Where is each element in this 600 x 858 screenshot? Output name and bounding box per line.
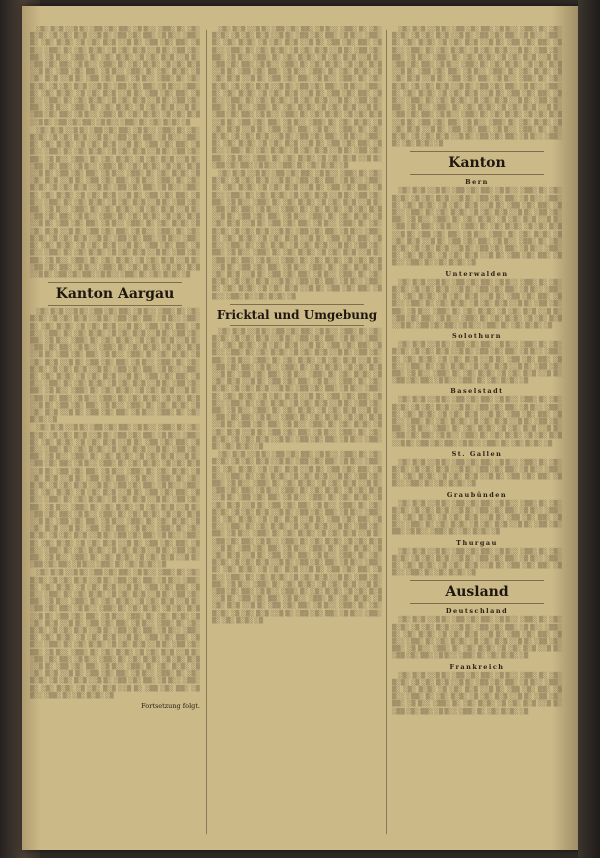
subheading-unterwalden: Unterwalden: [445, 269, 509, 278]
heading-kanton-aargau: Kanton Aargau: [55, 286, 175, 303]
text-block: ░▒░ ▒░▒ ░░▒ ▒░ ░▒▒ ░▒░ ▒▒░ ░▒ ▒░░ ░▒▒░ ▒░ ░▒░ ▒░▒░ ░▒ ░▒░ ▒░▒ ░░▒ ▒░ ░▒▒ ░▒░ ▒▒░ ░▒ ▒░░ ░▒▒░ ▒░ ░▒░ ▒░▒░ ░▒ ░▒░ ▒░▒ ░░▒ ▒░ ░▒▒ ░▒░ ▒▒░ ░▒ ▒░░ ░▒▒░ ▒░ ░▒░ ▒░▒░ ░▒ ░▒░ ▒░▒ ░░▒ ▒░ ░▒▒ ░▒░ ▒▒░ ░▒ ▒░░ ░▒▒░ ▒░ ░▒░ ▒░▒░ ░▒ ░▒░ ▒░▒ ░░▒ ▒░ ░▒▒ ░▒░ ▒▒░ ░▒ ▒░░ ░▒▒░ ▒░ ░▒░ ▒░▒░ ░▒: [392, 672, 562, 715]
column-2: [212, 26, 382, 838]
heading-kanton: Kanton: [448, 155, 506, 172]
heading-ausland: Ausland: [445, 584, 509, 601]
heading-fricktal: Fricktal und Umgebung: [216, 307, 378, 322]
subheading-deutschland: Deutschland: [445, 607, 509, 616]
separator: [410, 580, 544, 581]
text-block: ░▒░ ▒░▒ ░░▒ ▒░ ░▒▒ ░▒░ ▒▒░ ░▒ ▒░░ ░▒▒░ ▒░ ░▒░ ▒░▒░ ░▒ ░▒░ ▒░▒ ░░▒ ▒░ ░▒▒ ░▒░ ▒▒░ ░▒ ▒░░ ░▒▒░ ▒░ ░▒░ ▒░▒░ ░▒ ░▒░ ▒░▒ ░░▒ ▒░ ░▒▒ ░▒░ ▒▒░ ░▒ ▒░░ ░▒▒░ ▒░ ░▒░ ▒░▒░ ░▒ ░▒░ ▒░▒ ░░▒ ▒░ ░▒▒ ░▒░ ▒▒░ ░▒ ▒░░ ░▒▒░ ▒░ ░▒░ ▒░▒░ ░▒ ░▒░ ▒░▒ ░░▒ ▒░ ░▒▒ ░▒░ ▒▒░ ░▒ ▒░░ ░▒▒░ ▒░ ░▒░ ▒░▒░ ░▒ ░▒░ ▒░▒ ░░▒ ▒░ ░▒▒ ░▒░ ▒▒░ ░▒ ▒░░ ░▒▒░ ▒░ ░▒░ ▒░▒░ ░▒ ░▒░ ▒░▒ ░░▒ ▒░ ░▒▒ ░▒░ ▒▒░ ░▒ ▒░░ ░▒▒░ ▒░ ░▒░ ▒░▒░ ░▒ ░▒░ ▒░▒ ░░▒ ▒░ ░▒▒ ░▒░ ▒▒░ ░▒ ▒░░ ░▒▒░ ▒░ ░▒░ ▒░▒░ ░▒ ░▒░ ▒░▒ ░░▒ ▒░ ░▒▒ ░▒░ ▒▒░ ░▒ ▒░░ ░▒▒░ ▒░ ░▒░ ▒░▒░ ░▒ ░▒░ ▒░▒ ░░▒ ▒░ ░▒▒ ░▒░ ▒▒░ ░▒ ▒░░ ░▒▒░ ▒░ ░▒░ ▒░▒░ ░▒ ░▒░ ▒░▒ ░░▒ ▒░ ░▒▒ ░▒░ ▒▒░ ░▒ ▒░░ ░▒▒░ ▒░ ░▒░ ▒░▒░ ░▒ ░▒░ ▒░▒ ░░▒ ▒░ ░▒▒ ░▒░ ▒▒░ ░▒ ▒░░ ░▒▒░ ▒░ ░▒░ ▒░▒░ ░▒ ░▒░ ▒░▒ ░░▒ ▒░ ░▒▒ ░▒░ ▒▒░ ░▒ ▒░░ ░▒▒░ ▒░ ░▒░ ▒░▒░ ░▒ ░▒░ ▒░▒ ░░▒ ▒░ ░▒▒ ░▒░ ▒▒░ ░▒ ▒░░ ░▒▒░ ▒░ ░▒░ ▒░▒░ ░▒ ░▒░ ▒░▒ ░░▒ ▒░ ░▒▒ ░▒░ ▒▒░ ░▒ ▒░░ ░▒▒░ ▒░ ░▒░ ▒░▒░ ░▒ ░▒░ ▒░▒ ░░▒ ▒░ ░▒▒ ░▒░ ▒▒░ ░▒ ▒░░ ░▒▒░ ▒░ ░▒░ ▒░▒░ ░▒ ░▒░ ▒░▒ ░░▒ ▒░ ░▒▒ ░▒░ ▒▒░ ░▒ ▒░░ ░▒▒░ ▒░ ░▒░ ▒░▒░ ░▒ ░▒░ ▒░▒ ░░▒ ▒░ ░▒▒ ░▒░ ▒▒░ ░▒ ▒░░ ░▒▒░ ▒░ ░▒░ ▒░▒░ ░▒ ░▒░ ▒░▒ ░░▒ ▒░ ░▒▒ ░▒░ ▒▒░ ░▒ ▒░░ ░▒▒░ ▒░ ░▒░ ▒░▒░ ░▒ ░▒░ ▒░▒ ░░▒ ▒░ ░▒▒ ░▒░ ▒▒░ ░▒ ▒░░ ░▒▒░ ▒░ ░▒░ ▒░▒░ ░▒ ░▒░ ▒░▒ ░░▒ ▒░ ░▒▒ ░▒░ ▒▒░ ░▒ ▒░░ ░▒▒░ ▒░ ░▒░ ▒░▒░ ░▒ ░▒░ ▒░▒ ░░▒ ▒░ ░▒▒ ░▒░ ▒▒░ ░▒ ▒░░ ░▒▒░ ▒░ ░▒░ ▒░▒░ ░▒ ░▒░ ▒░▒ ░░▒ ▒░ ░▒▒ ░▒░ ▒▒░ ░▒ ▒░░ ░▒▒░ ▒░ ░▒░ ▒░▒░ ░▒ ░▒░ ▒░▒ ░░▒ ▒░ ░▒▒ ░▒░ ▒▒░ ░▒ ▒░░ ░▒▒░ ▒░ ░▒░ ▒░▒░ ░▒ ░▒░ ▒░▒ ░░▒ ▒░ ░▒▒ ░▒░ ▒▒░ ░▒ ▒░░ ░▒▒░ ▒░ ░▒░ ▒░▒░ ░▒ ░▒░ ▒░▒ ░░▒ ▒░ ░▒▒ ░▒░ ▒▒░ ░▒ ▒░░ ░▒▒░ ▒░ ░▒░ ▒░▒░ ░▒ ░▒░ ▒░▒ ░░▒ ▒░ ░▒▒ ░▒░ ▒▒░ ░▒ ▒░░ ░▒▒░ ▒░ ░▒░ ▒░▒░ ░▒ ░▒░ ▒░▒ ░░▒ ▒░ ░▒▒ ░▒░ ▒▒░ ░▒ ▒░░ ░▒▒░ ▒░ ░▒░ ▒░▒░ ░▒ ░▒░ ▒░▒ ░░▒ ▒░ ░▒▒ ░▒░ ▒▒░ ░▒ ▒░░ ░▒▒░ ▒░ ░▒░ ▒░▒░ ░▒ ░▒░ ▒░▒ ░░▒ ▒░ ░▒▒ ░▒░ ▒▒░ ░▒ ▒░░ ░▒▒░ ▒░ ░▒░ ▒░▒░ ░▒: [30, 26, 200, 278]
text-block: ░▒░ ▒░▒ ░░▒ ▒░ ░▒▒ ░▒░ ▒▒░ ░▒ ▒░░ ░▒▒░ ▒░ ░▒░ ▒░▒░ ░▒ ░▒░ ▒░▒ ░░▒ ▒░ ░▒▒ ░▒░ ▒▒░ ░▒ ▒░░ ░▒▒░ ▒░ ░▒░ ▒░▒░ ░▒ ░▒░ ▒░▒ ░░▒ ▒░ ░▒▒ ░▒░ ▒▒░ ░▒ ▒░░ ░▒▒░ ▒░ ░▒░ ▒░▒░ ░▒ ░▒░ ▒░▒ ░░▒ ▒░ ░▒▒ ░▒░ ▒▒░ ░▒ ▒░░ ░▒▒░ ▒░ ░▒░ ▒░▒░ ░▒ ░▒░ ▒░▒ ░░▒ ▒░ ░▒▒ ░▒░ ▒▒░ ░▒ ▒░░ ░▒▒░ ▒░ ░▒░ ▒░▒░ ░▒: [392, 617, 562, 660]
column-rule-1: [206, 30, 207, 834]
text-block: ░▒░ ▒░▒ ░░▒ ▒░ ░▒▒ ░▒░ ▒▒░ ░▒ ▒░░ ░▒▒░ ▒░ ░▒░ ▒░▒░ ░▒ ░▒░ ▒░▒ ░░▒ ▒░ ░▒▒ ░▒░ ▒▒░ ░▒ ▒░░ ░▒▒░ ▒░ ░▒░ ▒░▒░ ░▒ ░▒░ ▒░▒ ░░▒ ▒░ ░▒▒ ░▒░ ▒▒░ ░▒ ▒░░ ░▒▒░ ▒░ ░▒░ ▒░▒░ ░▒ ░▒░ ▒░▒ ░░▒ ▒░ ░▒▒ ░▒░ ▒▒░ ░▒ ▒░░ ░▒▒░ ▒░ ░▒░ ▒░▒░ ░▒ ░▒░ ▒░▒ ░░▒ ▒░ ░▒▒ ░▒░ ▒▒░ ░▒ ▒░░ ░▒▒░ ▒░ ░▒░ ▒░▒░ ░▒ ░▒░ ▒░▒ ░░▒ ▒░ ░▒▒ ░▒░ ▒▒░ ░▒ ▒░░ ░▒▒░ ▒░ ░▒░ ▒░▒░ ░▒ ░▒░ ▒░▒ ░░▒ ▒░ ░▒▒ ░▒░ ▒▒░ ░▒ ▒░░ ░▒▒░ ▒░ ░▒░ ▒░▒░ ░▒ ░▒░ ▒░▒ ░░▒ ▒░ ░▒▒ ░▒░ ▒▒░ ░▒ ▒░░ ░▒▒░ ▒░ ░▒░ ▒░▒░ ░▒ ░▒░ ▒░▒ ░░▒ ▒░ ░▒▒ ░▒░ ▒▒░ ░▒ ▒░░ ░▒▒░ ▒░ ░▒░ ▒░▒░ ░▒ ░▒░ ▒░▒ ░░▒ ▒░ ░▒▒ ░▒░ ▒▒░ ░▒ ▒░░ ░▒▒░ ▒░ ░▒░ ▒░▒░ ░▒ ░▒░ ▒░▒ ░░▒ ▒░ ░▒▒ ░▒░ ▒▒░ ░▒ ▒░░ ░▒▒░ ▒░ ░▒░ ▒░▒░ ░▒ ░▒░ ▒░▒ ░░▒ ▒░ ░▒▒ ░▒░ ▒▒░ ░▒ ▒░░ ░▒▒░ ▒░ ░▒░ ▒░▒░ ░▒ ░▒░ ▒░▒ ░░▒ ▒░ ░▒▒ ░▒░ ▒▒░ ░▒ ▒░░ ░▒▒░ ▒░ ░▒░ ▒░▒░ ░▒ ░▒░ ▒░▒ ░░▒ ▒░ ░▒▒ ░▒░ ▒▒░ ░▒ ▒░░ ░▒▒░ ▒░ ░▒░ ▒░▒░ ░▒: [392, 26, 562, 148]
text-block: ░▒░ ▒░▒ ░░▒ ▒░ ░▒▒ ░▒░ ▒▒░ ░▒ ▒░░ ░▒▒░ ▒░ ░▒░ ▒░▒░ ░▒ ░▒░ ▒░▒ ░░▒ ▒░ ░▒▒ ░▒░ ▒▒░ ░▒ ▒░░ ░▒▒░ ▒░ ░▒░ ▒░▒░ ░▒ ░▒░ ▒░▒ ░░▒ ▒░ ░▒▒ ░▒░ ▒▒░ ░▒ ▒░░ ░▒▒░ ▒░ ░▒░ ▒░▒░ ░▒ ░▒░ ▒░▒ ░░▒ ▒░ ░▒▒ ░▒░ ▒▒░ ░▒ ▒░░ ░▒▒░ ▒░ ░▒░ ▒░▒░ ░▒ ░▒░ ▒░▒ ░░▒ ▒░ ░▒▒ ░▒░ ▒▒░ ░▒ ▒░░ ░▒▒░ ▒░ ░▒░ ▒░▒░ ░▒ ░▒░ ▒░▒ ░░▒ ▒░ ░▒▒ ░▒░ ▒▒░ ░▒ ▒░░ ░▒▒░ ▒░ ░▒░ ▒░▒░ ░▒: [392, 279, 562, 329]
text-block: ░▒░ ▒░▒ ░░▒ ▒░ ░▒▒ ░▒░ ▒▒░ ░▒ ▒░░ ░▒▒░ ▒░ ░▒░ ▒░▒░ ░▒ ░▒░ ▒░▒ ░░▒ ▒░ ░▒▒ ░▒░ ▒▒░ ░▒ ▒░░ ░▒▒░ ▒░ ░▒░ ▒░▒░ ░▒ ░▒░ ▒░▒ ░░▒ ▒░ ░▒▒ ░▒░ ▒▒░ ░▒ ▒░░ ░▒▒░ ▒░ ░▒░ ▒░▒░ ░▒ ░▒░ ▒░▒ ░░▒ ▒░ ░▒▒ ░▒░ ▒▒░ ░▒ ▒░░ ░▒▒░ ▒░ ░▒░ ▒░▒░ ░▒ ░▒░ ▒░▒ ░░▒ ▒░ ░▒▒ ░▒░ ▒▒░ ░▒ ▒░░ ░▒▒░ ▒░ ░▒░ ▒░▒░ ░▒ ░▒░ ▒░▒ ░░▒ ▒░ ░▒▒ ░▒░ ▒▒░ ░▒ ▒░░ ░▒▒░ ▒░ ░▒░ ▒░▒░ ░▒ ░▒░ ▒░▒ ░░▒ ▒░ ░▒▒ ░▒░ ▒▒░ ░▒ ▒░░ ░▒▒░ ▒░ ░▒░ ▒░▒░ ░▒ ░▒░ ▒░▒ ░░▒ ▒░ ░▒▒ ░▒░ ▒▒░ ░▒ ▒░░ ░▒▒░ ▒░ ░▒░ ▒░▒░ ░▒ ░▒░ ▒░▒ ░░▒ ▒░ ░▒▒ ░▒░ ▒▒░ ░▒ ▒░░ ░▒▒░ ▒░ ░▒░ ▒░▒░ ░▒ ░▒░ ▒░▒ ░░▒ ▒░ ░▒▒ ░▒░ ▒▒░ ░▒ ▒░░ ░▒▒░ ▒░ ░▒░ ▒░▒░ ░▒ ░▒░ ▒░▒ ░░▒ ▒░ ░▒▒ ░▒░ ▒▒░ ░▒ ▒░░ ░▒▒░ ▒░ ░▒░ ▒░▒░ ░▒ ░▒░ ▒░▒ ░░▒ ▒░ ░▒▒ ░▒░ ▒▒░ ░▒ ▒░░ ░▒▒░ ▒░ ░▒░ ▒░▒░ ░▒ ░▒░ ▒░▒ ░░▒ ▒░ ░▒▒ ░▒░ ▒▒░ ░▒ ▒░░ ░▒▒░ ▒░ ░▒░ ▒░▒░ ░▒ ░▒░ ▒░▒ ░░▒ ▒░ ░▒▒ ░▒░ ▒▒░ ░▒ ▒░░ ░▒▒░ ▒░ ░▒░ ▒░▒░ ░▒ ░▒░ ▒░▒ ░░▒ ▒░ ░▒▒ ░▒░ ▒▒░ ░▒ ▒░░ ░▒▒░ ▒░ ░▒░ ▒░▒░ ░▒ ░▒░ ▒░▒ ░░▒ ▒░ ░▒▒ ░▒░ ▒▒░ ░▒ ▒░░ ░▒▒░ ▒░ ░▒░ ▒░▒░ ░▒ ░▒░ ▒░▒ ░░▒ ▒░ ░▒▒ ░▒░ ▒▒░ ░▒ ▒░░ ░▒▒░ ▒░ ░▒░ ▒░▒░ ░▒ ░▒░ ▒░▒ ░░▒ ▒░ ░▒▒ ░▒░ ▒▒░ ░▒ ▒░░ ░▒▒░ ▒░ ░▒░ ▒░▒░ ░▒ ░▒░ ▒░▒ ░░▒ ▒░ ░▒▒ ░▒░ ▒▒░ ░▒ ▒░░ ░▒▒░ ▒░ ░▒░ ▒░▒░ ░▒ ░▒░ ▒░▒ ░░▒ ▒░ ░▒▒ ░▒░ ▒▒░ ░▒ ▒░░ ░▒▒░ ▒░ ░▒░ ▒░▒░ ░▒ ░▒░ ▒░▒ ░░▒ ▒░ ░▒▒ ░▒░ ▒▒░ ░▒ ▒░░ ░▒▒░ ▒░ ░▒░ ▒░▒░ ░▒ ░▒░ ▒░▒ ░░▒ ▒░ ░▒▒ ░▒░ ▒▒░ ░▒ ▒░░ ░▒▒░ ▒░ ░▒░ ▒░▒░ ░▒ ░▒░ ▒░▒ ░░▒ ▒░ ░▒▒ ░▒░ ▒▒░ ░▒ ▒░░ ░▒▒░ ▒░ ░▒░ ▒░▒░ ░▒ ░▒░ ▒░▒ ░░▒ ▒░ ░▒▒ ░▒░ ▒▒░ ░▒ ▒░░ ░▒▒░ ▒░ ░▒░ ▒░▒░ ░▒ ░▒░ ▒░▒ ░░▒ ▒░ ░▒▒ ░▒░ ▒▒░ ░▒ ▒░░ ░▒▒░ ▒░ ░▒░ ▒░▒░ ░▒ ░▒░ ▒░▒ ░░▒ ▒░ ░▒▒ ░▒░ ▒▒░ ░▒ ▒░░ ░▒▒░ ▒░ ░▒░ ▒░▒░ ░▒ ░▒░ ▒░▒ ░░▒ ▒░ ░▒▒ ░▒░ ▒▒░ ░▒ ▒░░ ░▒▒░ ▒░ ░▒░ ▒░▒░ ░▒ ░▒░ ▒░▒ ░░▒ ▒░ ░▒▒ ░▒░ ▒▒░ ░▒ ▒░░ ░▒▒░ ▒░ ░▒░ ▒░▒░ ░▒ ░▒░ ▒░▒ ░░▒ ▒░ ░▒▒ ░▒░ ▒▒░ ░▒ ▒░░ ░▒▒░ ▒░ ░▒░ ▒░▒░ ░▒ ░▒░ ▒░▒ ░░▒ ▒░ ░▒▒ ░▒░ ▒▒░ ░▒ ▒░░ ░▒▒░ ▒░ ░▒░ ▒░▒░ ░▒ ░▒░ ▒░▒ ░░▒ ▒░ ░▒▒ ░▒░ ▒▒░ ░▒ ▒░░ ░▒▒░ ▒░ ░▒░ ▒░▒░ ░▒ ░▒░ ▒░▒ ░░▒ ▒░ ░▒▒ ░▒░ ▒▒░ ░▒ ▒░░ ░▒▒░ ▒░ ░▒░ ▒░▒░ ░▒: [212, 26, 382, 300]
text-block: ░▒░ ▒░▒ ░░▒ ▒░ ░▒▒ ░▒░ ▒▒░ ░▒ ▒░░ ░▒▒░ ▒░ ░▒░ ▒░▒░ ░▒ ░▒░ ▒░▒ ░░▒ ▒░ ░▒▒ ░▒░ ▒▒░ ░▒ ▒░░ ░▒▒░ ▒░ ░▒░ ▒░▒░ ░▒ ░▒░ ▒░▒ ░░▒ ▒░ ░▒▒ ░▒░ ▒▒░ ░▒ ▒░░ ░▒▒░ ▒░ ░▒░ ▒░▒░ ░▒ ░▒░ ▒░▒ ░░▒ ▒░ ░▒▒ ░▒░ ▒▒░ ░▒ ▒░░ ░▒▒░ ▒░ ░▒░ ▒░▒░ ░▒ ░▒░ ▒░▒ ░░▒ ▒░ ░▒▒ ░▒░ ▒▒░ ░▒ ▒░░ ░▒▒░ ▒░ ░▒░ ▒░▒░ ░▒ ░▒░ ▒░▒ ░░▒ ▒░ ░▒▒ ░▒░ ▒▒░ ░▒ ▒░░ ░▒▒░ ▒░ ░▒░ ▒░▒░ ░▒ ░▒░ ▒░▒ ░░▒ ▒░ ░▒▒ ░▒░ ▒▒░ ░▒ ▒░░ ░▒▒░ ▒░ ░▒░ ▒░▒░ ░▒ ░▒░ ▒░▒ ░░▒ ▒░ ░▒▒ ░▒░ ▒▒░ ░▒ ▒░░ ░▒▒░ ▒░ ░▒░ ▒░▒░ ░▒ ░▒░ ▒░▒ ░░▒ ▒░ ░▒▒ ░▒░ ▒▒░ ░▒ ▒░░ ░▒▒░ ▒░ ░▒░ ▒░▒░ ░▒: [392, 188, 562, 267]
text-block: ░▒░ ▒░▒ ░░▒ ▒░ ░▒▒ ░▒░ ▒▒░ ░▒ ▒░░ ░▒▒░ ▒░ ░▒░ ▒░▒░ ░▒ ░▒░ ▒░▒ ░░▒ ▒░ ░▒▒ ░▒░ ▒▒░ ░▒ ▒░░ ░▒▒░ ▒░ ░▒░ ▒░▒░ ░▒ ░▒░ ▒░▒ ░░▒ ▒░ ░▒▒ ░▒░ ▒▒░ ░▒ ▒░░ ░▒▒░ ▒░ ░▒░ ▒░▒░ ░▒: [392, 548, 562, 577]
subheading-graubuenden: Graubünden: [446, 490, 508, 499]
separator: [410, 603, 544, 604]
separator: [48, 305, 182, 306]
text-block: ░▒░ ▒░▒ ░░▒ ▒░ ░▒▒ ░▒░ ▒▒░ ░▒ ▒░░ ░▒▒░ ▒░ ░▒░ ▒░▒░ ░▒ ░▒░ ▒░▒ ░░▒ ▒░ ░▒▒ ░▒░ ▒▒░ ░▒ ▒░░ ░▒▒░ ▒░ ░▒░ ▒░▒░ ░▒ ░▒░ ▒░▒ ░░▒ ▒░ ░▒▒ ░▒░ ▒▒░ ░▒ ▒░░ ░▒▒░ ▒░ ░▒░ ▒░▒░ ░▒ ░▒░ ▒░▒ ░░▒ ▒░ ░▒▒ ░▒░ ▒▒░ ░▒ ▒░░ ░▒▒░ ▒░ ░▒░ ▒░▒░ ░▒ ░▒░ ▒░▒ ░░▒ ▒░ ░▒▒ ░▒░ ▒▒░ ░▒ ▒░░ ░▒▒░ ▒░ ░▒░ ▒░▒░ ░▒ ░▒░ ▒░▒ ░░▒ ▒░ ░▒▒ ░▒░ ▒▒░ ░▒ ▒░░ ░▒▒░ ▒░ ░▒░ ▒░▒░ ░▒ ░▒░ ▒░▒ ░░▒ ▒░ ░▒▒ ░▒░ ▒▒░ ░▒ ▒░░ ░▒▒░ ▒░ ░▒░ ▒░▒░ ░▒ ░▒░ ▒░▒ ░░▒ ▒░ ░▒▒ ░▒░ ▒▒░ ░▒ ▒░░ ░▒▒░ ▒░ ░▒░ ▒░▒░ ░▒ ░▒░ ▒░▒ ░░▒ ▒░ ░▒▒ ░▒░ ▒▒░ ░▒ ▒░░ ░▒▒░ ▒░ ░▒░ ▒░▒░ ░▒ ░▒░ ▒░▒ ░░▒ ▒░ ░▒▒ ░▒░ ▒▒░ ░▒ ▒░░ ░▒▒░ ▒░ ░▒░ ▒░▒░ ░▒ ░▒░ ▒░▒ ░░▒ ▒░ ░▒▒ ░▒░ ▒▒░ ░▒ ▒░░ ░▒▒░ ▒░ ░▒░ ▒░▒░ ░▒ ░▒░ ▒░▒ ░░▒ ▒░ ░▒▒ ░▒░ ▒▒░ ░▒ ▒░░ ░▒▒░ ▒░ ░▒░ ▒░▒░ ░▒ ░▒░ ▒░▒ ░░▒ ▒░ ░▒▒ ░▒░ ▒▒░ ░▒ ▒░░ ░▒▒░ ▒░ ░▒░ ▒░▒░ ░▒ ░▒░ ▒░▒ ░░▒ ▒░ ░▒▒ ░▒░ ▒▒░ ░▒ ▒░░ ░▒▒░ ▒░ ░▒░ ▒░▒░ ░▒ ░▒░ ▒░▒ ░░▒ ▒░ ░▒▒ ░▒░ ▒▒░ ░▒ ▒░░ ░▒▒░ ▒░ ░▒░ ▒░▒░ ░▒ ░▒░ ▒░▒ ░░▒ ▒░ ░▒▒ ░▒░ ▒▒░ ░▒ ▒░░ ░▒▒░ ▒░ ░▒░ ▒░▒░ ░▒ ░▒░ ▒░▒ ░░▒ ▒░ ░▒▒ ░▒░ ▒▒░ ░▒ ▒░░ ░▒▒░ ▒░ ░▒░ ▒░▒░ ░▒ ░▒░ ▒░▒ ░░▒ ▒░ ░▒▒ ░▒░ ▒▒░ ░▒ ▒░░ ░▒▒░ ▒░ ░▒░ ▒░▒░ ░▒ ░▒░ ▒░▒ ░░▒ ▒░ ░▒▒ ░▒░ ▒▒░ ░▒ ▒░░ ░▒▒░ ▒░ ░▒░ ▒░▒░ ░▒ ░▒░ ▒░▒ ░░▒ ▒░ ░▒▒ ░▒░ ▒▒░ ░▒ ▒░░ ░▒▒░ ▒░ ░▒░ ▒░▒░ ░▒ ░▒░ ▒░▒ ░░▒ ▒░ ░▒▒ ░▒░ ▒▒░ ░▒ ▒░░ ░▒▒░ ▒░ ░▒░ ▒░▒░ ░▒ ░▒░ ▒░▒ ░░▒ ▒░ ░▒▒ ░▒░ ▒▒░ ░▒ ▒░░ ░▒▒░ ▒░ ░▒░ ▒░▒░ ░▒ ░▒░ ▒░▒ ░░▒ ▒░ ░▒▒ ░▒░ ▒▒░ ░▒ ▒░░ ░▒▒░ ▒░ ░▒░ ▒░▒░ ░▒ ░▒░ ▒░▒ ░░▒ ▒░ ░▒▒ ░▒░ ▒▒░ ░▒ ▒░░ ░▒▒░ ▒░ ░▒░ ▒░▒░ ░▒ ░▒░ ▒░▒ ░░▒ ▒░ ░▒▒ ░▒░ ▒▒░ ░▒ ▒░░ ░▒▒░ ▒░ ░▒░ ▒░▒░ ░▒ ░▒░ ▒░▒ ░░▒ ▒░ ░▒▒ ░▒░ ▒▒░ ░▒ ▒░░ ░▒▒░ ▒░ ░▒░ ▒░▒░ ░▒ ░▒░ ▒░▒ ░░▒ ▒░ ░▒▒ ░▒░ ▒▒░ ░▒ ▒░░ ░▒▒░ ▒░ ░▒░ ▒░▒░ ░▒ ░▒░ ▒░▒ ░░▒ ▒░ ░▒▒ ░▒░ ▒▒░ ░▒ ▒░░ ░▒▒░ ▒░ ░▒░ ▒░▒░ ░▒ ░▒░ ▒░▒ ░░▒ ▒░ ░▒▒ ░▒░ ▒▒░ ░▒ ▒░░ ░▒▒░ ▒░ ░▒░ ▒░▒░ ░▒ ░▒░ ▒░▒ ░░▒ ▒░ ░▒▒ ░▒░ ▒▒░ ░▒ ▒░░ ░▒▒░ ▒░ ░▒░ ▒░▒░ ░▒ ░▒░ ▒░▒ ░░▒ ▒░ ░▒▒ ░▒░ ▒▒░ ░▒ ▒░░ ░▒▒░ ▒░ ░▒░ ▒░▒░ ░▒ ░▒░ ▒░▒ ░░▒ ▒░ ░▒▒ ░▒░ ▒▒░ ░▒ ▒░░ ░▒▒░ ▒░ ░▒░ ▒░▒░ ░▒ ░▒░ ▒░▒ ░░▒ ▒░ ░▒▒ ░▒░ ▒▒░ ░▒ ▒░░ ░▒▒░ ▒░ ░▒░ ▒░▒░ ░▒ ░▒░ ▒░▒ ░░▒ ▒░ ░▒▒ ░▒░ ▒▒░ ░▒ ▒░░ ░▒▒░ ▒░ ░▒░ ▒░▒░ ░▒ ░▒░ ▒░▒ ░░▒ ▒░ ░▒▒ ░▒░ ▒▒░ ░▒ ▒░░ ░▒▒░ ▒░ ░▒░ ▒░▒░ ░▒ ░▒░ ▒░▒ ░░▒ ▒░ ░▒▒ ░▒░ ▒▒░ ░▒ ▒░░ ░▒▒░ ▒░ ░▒░ ▒░▒░ ░▒ ░▒░ ▒░▒ ░░▒ ▒░ ░▒▒ ░▒░ ▒▒░ ░▒ ▒░░ ░▒▒░ ▒░ ░▒░ ▒░▒░ ░▒ ░▒░ ▒░▒ ░░▒ ▒░ ░▒▒ ░▒░ ▒▒░ ░▒ ▒░░ ░▒▒░ ▒░ ░▒░ ▒░▒░ ░▒ ░▒░ ▒░▒ ░░▒ ▒░ ░▒▒ ░▒░ ▒▒░ ░▒ ▒░░ ░▒▒░ ▒░ ░▒░ ▒░▒░ ░▒ ░▒░ ▒░▒ ░░▒ ▒░ ░▒▒ ░▒░ ▒▒░ ░▒ ▒░░ ░▒▒░ ▒░ ░▒░ ▒░▒░ ░▒ ░▒░ ▒░▒ ░░▒ ▒░ ░▒▒ ░▒░ ▒▒░ ░▒ ▒░░ ░▒▒░ ▒░ ░▒░ ▒░▒░ ░▒ ░▒░ ▒░▒ ░░▒ ▒░ ░▒▒ ░▒░ ▒▒░ ░▒ ▒░░ ░▒▒░ ▒░ ░▒░ ▒░▒░ ░▒ ░▒░ ▒░▒ ░░▒ ▒░ ░▒▒ ░▒░ ▒▒░ ░▒ ▒░░ ░▒▒░ ▒░ ░▒░ ▒░▒░ ░▒ ░▒░ ▒░▒ ░░▒ ▒░ ░▒▒ ░▒░ ▒▒░ ░▒ ▒░░ ░▒▒░ ▒░ ░▒░ ▒░▒░ ░▒ ░▒░ ▒░▒ ░░▒ ▒░ ░▒▒ ░▒░ ▒▒░ ░▒ ▒░░ ░▒▒░ ▒░ ░▒░ ▒░▒░ ░▒: [30, 309, 200, 699]
column-3: [392, 26, 562, 838]
column-rule-2: [386, 30, 387, 834]
subheading-thurgau: Thurgau: [456, 538, 498, 547]
separator: [48, 282, 182, 283]
subheading-bern: Bern: [465, 178, 489, 187]
subheading-st-gallen: St. Gallen: [451, 449, 503, 458]
separator: [410, 151, 544, 152]
page-edge: [578, 0, 600, 858]
subheading-frankreich: Frankreich: [449, 662, 505, 671]
separator: [230, 325, 364, 326]
subheading-baselstadt: Baselstadt: [450, 387, 504, 396]
col1-footer: Fortsetzung folgt.: [141, 702, 200, 711]
separator: [230, 304, 364, 305]
text-block: ░▒░ ▒░▒ ░░▒ ▒░ ░▒▒ ░▒░ ▒▒░ ░▒ ▒░░ ░▒▒░ ▒░ ░▒░ ▒░▒░ ░▒ ░▒░ ▒░▒ ░░▒ ▒░ ░▒▒ ░▒░ ▒▒░ ░▒ ▒░░ ░▒▒░ ▒░ ░▒░ ▒░▒░ ░▒ ░▒░ ▒░▒ ░░▒ ▒░ ░▒▒ ░▒░ ▒▒░ ░▒ ▒░░ ░▒▒░ ▒░ ░▒░ ▒░▒░ ░▒ ░▒░ ▒░▒ ░░▒ ▒░ ░▒▒ ░▒░ ▒▒░ ░▒ ▒░░ ░▒▒░ ▒░ ░▒░ ▒░▒░ ░▒ ░▒░ ▒░▒ ░░▒ ▒░ ░▒▒ ░▒░ ▒▒░ ░▒ ▒░░ ░▒▒░ ▒░ ░▒░ ▒░▒░ ░▒ ░▒░ ▒░▒ ░░▒ ▒░ ░▒▒ ░▒░ ▒▒░ ░▒ ▒░░ ░▒▒░ ▒░ ░▒░ ▒░▒░ ░▒ ░▒░ ▒░▒ ░░▒ ▒░ ░▒▒ ░▒░ ▒▒░ ░▒ ▒░░ ░▒▒░ ▒░ ░▒░ ▒░▒░ ░▒ ░▒░ ▒░▒ ░░▒ ▒░ ░▒▒ ░▒░ ▒▒░ ░▒ ▒░░ ░▒▒░ ▒░ ░▒░ ▒░▒░ ░▒ ░▒░ ▒░▒ ░░▒ ▒░ ░▒▒ ░▒░ ▒▒░ ░▒ ▒░░ ░▒▒░ ▒░ ░▒░ ▒░▒░ ░▒ ░▒░ ▒░▒ ░░▒ ▒░ ░▒▒ ░▒░ ▒▒░ ░▒ ▒░░ ░▒▒░ ▒░ ░▒░ ▒░▒░ ░▒ ░▒░ ▒░▒ ░░▒ ▒░ ░▒▒ ░▒░ ▒▒░ ░▒ ▒░░ ░▒▒░ ▒░ ░▒░ ▒░▒░ ░▒ ░▒░ ▒░▒ ░░▒ ▒░ ░▒▒ ░▒░ ▒▒░ ░▒ ▒░░ ░▒▒░ ▒░ ░▒░ ▒░▒░ ░▒ ░▒░ ▒░▒ ░░▒ ▒░ ░▒▒ ░▒░ ▒▒░ ░▒ ▒░░ ░▒▒░ ▒░ ░▒░ ▒░▒░ ░▒ ░▒░ ▒░▒ ░░▒ ▒░ ░▒▒ ░▒░ ▒▒░ ░▒ ▒░░ ░▒▒░ ▒░ ░▒░ ▒░▒░ ░▒ ░▒░ ▒░▒ ░░▒ ▒░ ░▒▒ ░▒░ ▒▒░ ░▒ ▒░░ ░▒▒░ ▒░ ░▒░ ▒░▒░ ░▒ ░▒░ ▒░▒ ░░▒ ▒░ ░▒▒ ░▒░ ▒▒░ ░▒ ▒░░ ░▒▒░ ▒░ ░▒░ ▒░▒░ ░▒ ░▒░ ▒░▒ ░░▒ ▒░ ░▒▒ ░▒░ ▒▒░ ░▒ ▒░░ ░▒▒░ ▒░ ░▒░ ▒░▒░ ░▒ ░▒░ ▒░▒ ░░▒ ▒░ ░▒▒ ░▒░ ▒▒░ ░▒ ▒░░ ░▒▒░ ▒░ ░▒░ ▒░▒░ ░▒ ░▒░ ▒░▒ ░░▒ ▒░ ░▒▒ ░▒░ ▒▒░ ░▒ ▒░░ ░▒▒░ ▒░ ░▒░ ▒░▒░ ░▒ ░▒░ ▒░▒ ░░▒ ▒░ ░▒▒ ░▒░ ▒▒░ ░▒ ▒░░ ░▒▒░ ▒░ ░▒░ ▒░▒░ ░▒ ░▒░ ▒░▒ ░░▒ ▒░ ░▒▒ ░▒░ ▒▒░ ░▒ ▒░░ ░▒▒░ ▒░ ░▒░ ▒░▒░ ░▒ ░▒░ ▒░▒ ░░▒ ▒░ ░▒▒ ░▒░ ▒▒░ ░▒ ▒░░ ░▒▒░ ▒░ ░▒░ ▒░▒░ ░▒ ░▒░ ▒░▒ ░░▒ ▒░ ░▒▒ ░▒░ ▒▒░ ░▒ ▒░░ ░▒▒░ ▒░ ░▒░ ▒░▒░ ░▒ ░▒░ ▒░▒ ░░▒ ▒░ ░▒▒ ░▒░ ▒▒░ ░▒ ▒░░ ░▒▒░ ▒░ ░▒░ ▒░▒░ ░▒ ░▒░ ▒░▒ ░░▒ ▒░ ░▒▒ ░▒░ ▒▒░ ░▒ ▒░░ ░▒▒░ ▒░ ░▒░ ▒░▒░ ░▒ ░▒░ ▒░▒ ░░▒ ▒░ ░▒▒ ░▒░ ▒▒░ ░▒ ▒░░ ░▒▒░ ▒░ ░▒░ ▒░▒░ ░▒ ░▒░ ▒░▒ ░░▒ ▒░ ░▒▒ ░▒░ ▒▒░ ░▒ ▒░░ ░▒▒░ ▒░ ░▒░ ▒░▒░ ░▒ ░▒░ ▒░▒ ░░▒ ▒░ ░▒▒ ░▒░ ▒▒░ ░▒ ▒░░ ░▒▒░ ▒░ ░▒░ ▒░▒░ ░▒ ░▒░ ▒░▒ ░░▒ ▒░ ░▒▒ ░▒░ ▒▒░ ░▒ ▒░░ ░▒▒░ ▒░ ░▒░ ▒░▒░ ░▒ ░▒░ ▒░▒ ░░▒ ▒░ ░▒▒ ░▒░ ▒▒░ ░▒ ▒░░ ░▒▒░ ▒░ ░▒░ ▒░▒░ ░▒ ░▒░ ▒░▒ ░░▒ ▒░ ░▒▒ ░▒░ ▒▒░ ░▒ ▒░░ ░▒▒░ ▒░ ░▒░ ▒░▒░ ░▒ ░▒░ ▒░▒ ░░▒ ▒░ ░▒▒ ░▒░ ▒▒░ ░▒ ▒░░ ░▒▒░ ▒░ ░▒░ ▒░▒░ ░▒ ░▒░ ▒░▒ ░░▒ ▒░ ░▒▒ ░▒░ ▒▒░ ░▒ ▒░░ ░▒▒░ ▒░ ░▒░ ▒░▒░ ░▒ ░▒░ ▒░▒ ░░▒ ▒░ ░▒▒ ░▒░ ▒▒░ ░▒ ▒░░ ░▒▒░ ▒░ ░▒░ ▒░▒░ ░▒: [212, 328, 382, 624]
column-1: [30, 26, 200, 838]
text-block: ░▒░ ▒░▒ ░░▒ ▒░ ░▒▒ ░▒░ ▒▒░ ░▒ ▒░░ ░▒▒░ ▒░ ░▒░ ▒░▒░ ░▒ ░▒░ ▒░▒ ░░▒ ▒░ ░▒▒ ░▒░ ▒▒░ ░▒ ▒░░ ░▒▒░ ▒░ ░▒░ ▒░▒░ ░▒ ░▒░ ▒░▒ ░░▒ ▒░ ░▒▒ ░▒░ ▒▒░ ░▒ ▒░░ ░▒▒░ ▒░ ░▒░ ▒░▒░ ░▒ ░▒░ ▒░▒ ░░▒ ▒░ ░▒▒ ░▒░ ▒▒░ ░▒ ▒░░ ░▒▒░ ▒░ ░▒░ ▒░▒░ ░▒ ░▒░ ▒░▒ ░░▒ ▒░ ░▒▒ ░▒░ ▒▒░ ░▒ ▒░░ ░▒▒░ ▒░ ░▒░ ▒░▒░ ░▒ ░▒░ ▒░▒ ░░▒ ▒░ ░▒▒ ░▒░ ▒▒░ ░▒ ▒░░ ░▒▒░ ▒░ ░▒░ ▒░▒░ ░▒: [392, 397, 562, 447]
separator: [410, 174, 544, 175]
text-block: ░▒░ ▒░▒ ░░▒ ▒░ ░▒▒ ░▒░ ▒▒░ ░▒ ▒░░ ░▒▒░ ▒░ ░▒░ ▒░▒░ ░▒ ░▒░ ▒░▒ ░░▒ ▒░ ░▒▒ ░▒░ ▒▒░ ░▒ ▒░░ ░▒▒░ ▒░ ░▒░ ▒░▒░ ░▒ ░▒░ ▒░▒ ░░▒ ▒░ ░▒▒ ░▒░ ▒▒░ ░▒ ▒░░ ░▒▒░ ▒░ ░▒░ ▒░▒░ ░▒: [392, 459, 562, 488]
text-block: ░▒░ ▒░▒ ░░▒ ▒░ ░▒▒ ░▒░ ▒▒░ ░▒ ▒░░ ░▒▒░ ▒░ ░▒░ ▒░▒░ ░▒ ░▒░ ▒░▒ ░░▒ ▒░ ░▒▒ ░▒░ ▒▒░ ░▒ ▒░░ ░▒▒░ ▒░ ░▒░ ▒░▒░ ░▒ ░▒░ ▒░▒ ░░▒ ▒░ ░▒▒ ░▒░ ▒▒░ ░▒ ▒░░ ░▒▒░ ▒░ ░▒░ ▒░▒░ ░▒ ░▒░ ▒░▒ ░░▒ ▒░ ░▒▒ ░▒░ ▒▒░ ░▒ ▒░░ ░▒▒░ ▒░ ░▒░ ▒░▒░ ░▒: [392, 500, 562, 536]
subheading-solothurn: Solothurn: [452, 332, 502, 341]
text-block: ░▒░ ▒░▒ ░░▒ ▒░ ░▒▒ ░▒░ ▒▒░ ░▒ ▒░░ ░▒▒░ ▒░ ░▒░ ▒░▒░ ░▒ ░▒░ ▒░▒ ░░▒ ▒░ ░▒▒ ░▒░ ▒▒░ ░▒ ▒░░ ░▒▒░ ▒░ ░▒░ ▒░▒░ ░▒ ░▒░ ▒░▒ ░░▒ ▒░ ░▒▒ ░▒░ ▒▒░ ░▒ ▒░░ ░▒▒░ ▒░ ░▒░ ▒░▒░ ░▒ ░▒░ ▒░▒ ░░▒ ▒░ ░▒▒ ░▒░ ▒▒░ ░▒ ▒░░ ░▒▒░ ▒░ ░▒░ ▒░▒░ ░▒ ░▒░ ▒░▒ ░░▒ ▒░ ░▒▒ ░▒░ ▒▒░ ░▒ ▒░░ ░▒▒░ ▒░ ░▒░ ▒░▒░ ░▒: [392, 342, 562, 385]
